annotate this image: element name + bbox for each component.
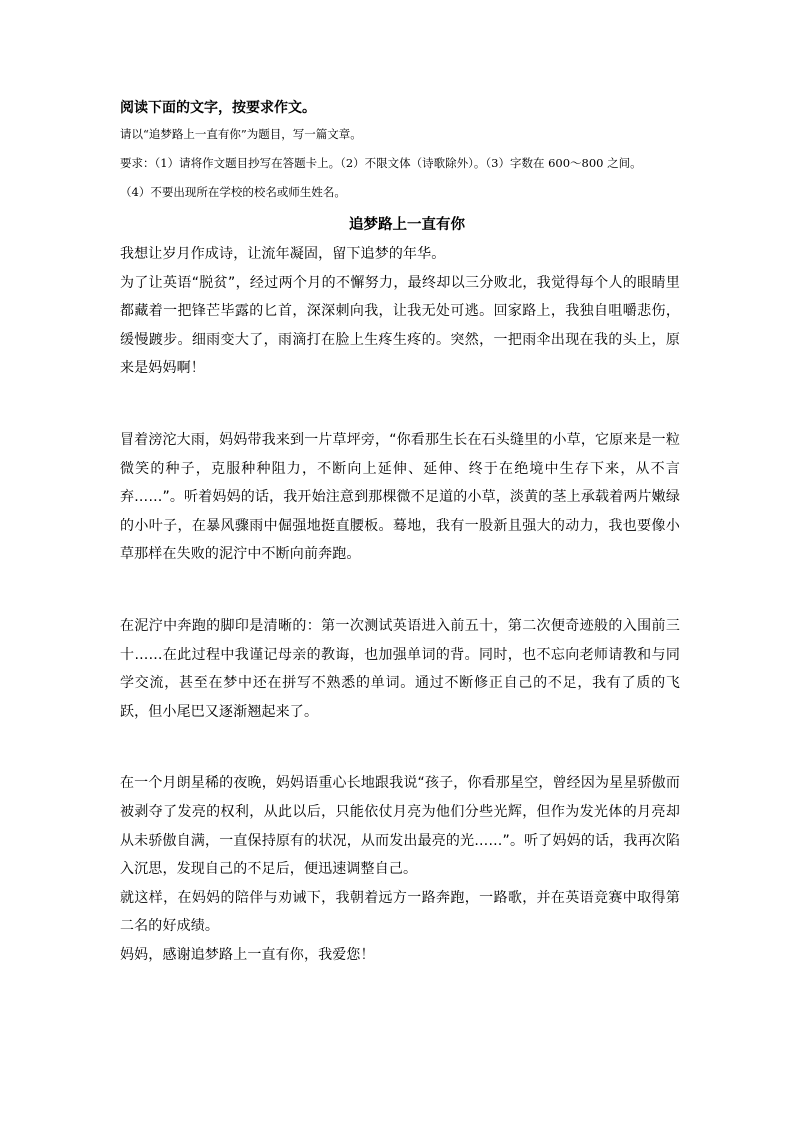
essay-paragraph-3: 冒着滂沱大雨，妈妈带我来到一片草坪旁，“你看那生长在石头缝里的小草，它原来是一粒微笑的种子，克服种种阻力，不断向上延伸、延伸、终于在绝境中生存下来，从不言弃……”。听着妈妈的话，我开始注意到那棵微不足道的小草，淡黄的茎上承载着两片嫩绿的小叶子，在暴风骤雨中倔强地挺直腰板。蓦地，我有一股新且强大的动力，我也要像小草那样在失败的泥泞中不断向前奔跑。 [120,431,680,563]
essay-paragraph-5: 在一个月朗星稀的夜晚，妈妈语重心长地跟我说“孩子，你看那星空，曾经因为星星骄傲而被剥夺了发亮的权利，从此以后，只能依仗月亮为他们分些光辉，但作为发光体的月亮却从未骄傲自满，一直保持原有的状况，从而发出最亮的光……”。听了妈妈的话，我再次陷入沉思，发现自己的不足后，便迅速调整自己。 [120,775,680,878]
prompt-line-requirements: 要求：（1）请将作文题目抄写在答题卡上。（2）不限文体（诗歌除外）。（3）字数在 600～800 之间。 [120,156,642,170]
essay-paragraph-2: 为了让英语“脱贫”，经过两个月的不懈努力，最终却以三分败北，我觉得每个人的眼睛里都藏着一把锋芒毕露的匕首，深深刺向我，让我无处可逃。回家路上，我独自咀嚼悲伤，缓慢踱步。细雨变大了，雨滴打在脸上生疼生疼的。突然，一把雨伞出现在我的头上，原来是妈妈啊！ [120,274,680,377]
question-heading: 阅读下面的文字，按要求作文。 [120,100,316,116]
essay-title: 追梦路上一直有你 [349,217,465,233]
essay-paragraph-1: 我想让岁月作成诗，让流年凝固，留下追梦的年华。 [120,246,446,262]
document-page [120,98,680,969]
paragraph-spacer [120,569,680,612]
essay-paragraph-6: 就这样，在妈妈的陪伴与劝诫下，我朝着远方一路奔跑，一路歌，并在英语竞赛中取得第二名的好成绩。 [120,889,680,935]
essay-paragraph-7: 妈妈，感谢追梦路上一直有你，我爱您！ [120,946,375,963]
prompt-line-topic: 请以“追梦路上一直有你”为题目，写一篇文章。 [120,127,362,141]
essay-paragraph-4: 在泥泞中奔跑的脚印是清晰的：第一次测试英语进入前五十，第二次便奇迹般的入围前三十……在此过程中我谨记母亲的教诲，也加强单词的背。同时，也不忘向老师请教和与同学交流，甚至在梦中还在拼写不熟悉的单词。通过不断修正自己的不足，我有了质的飞跃，但小尾巴又逐渐翘起来了。 [120,617,680,720]
paragraph-spacer [120,726,680,769]
prompt-line-note: （4）不要出现所在学校的校名或师生姓名。 [120,185,346,199]
paragraph-spacer [120,383,680,426]
